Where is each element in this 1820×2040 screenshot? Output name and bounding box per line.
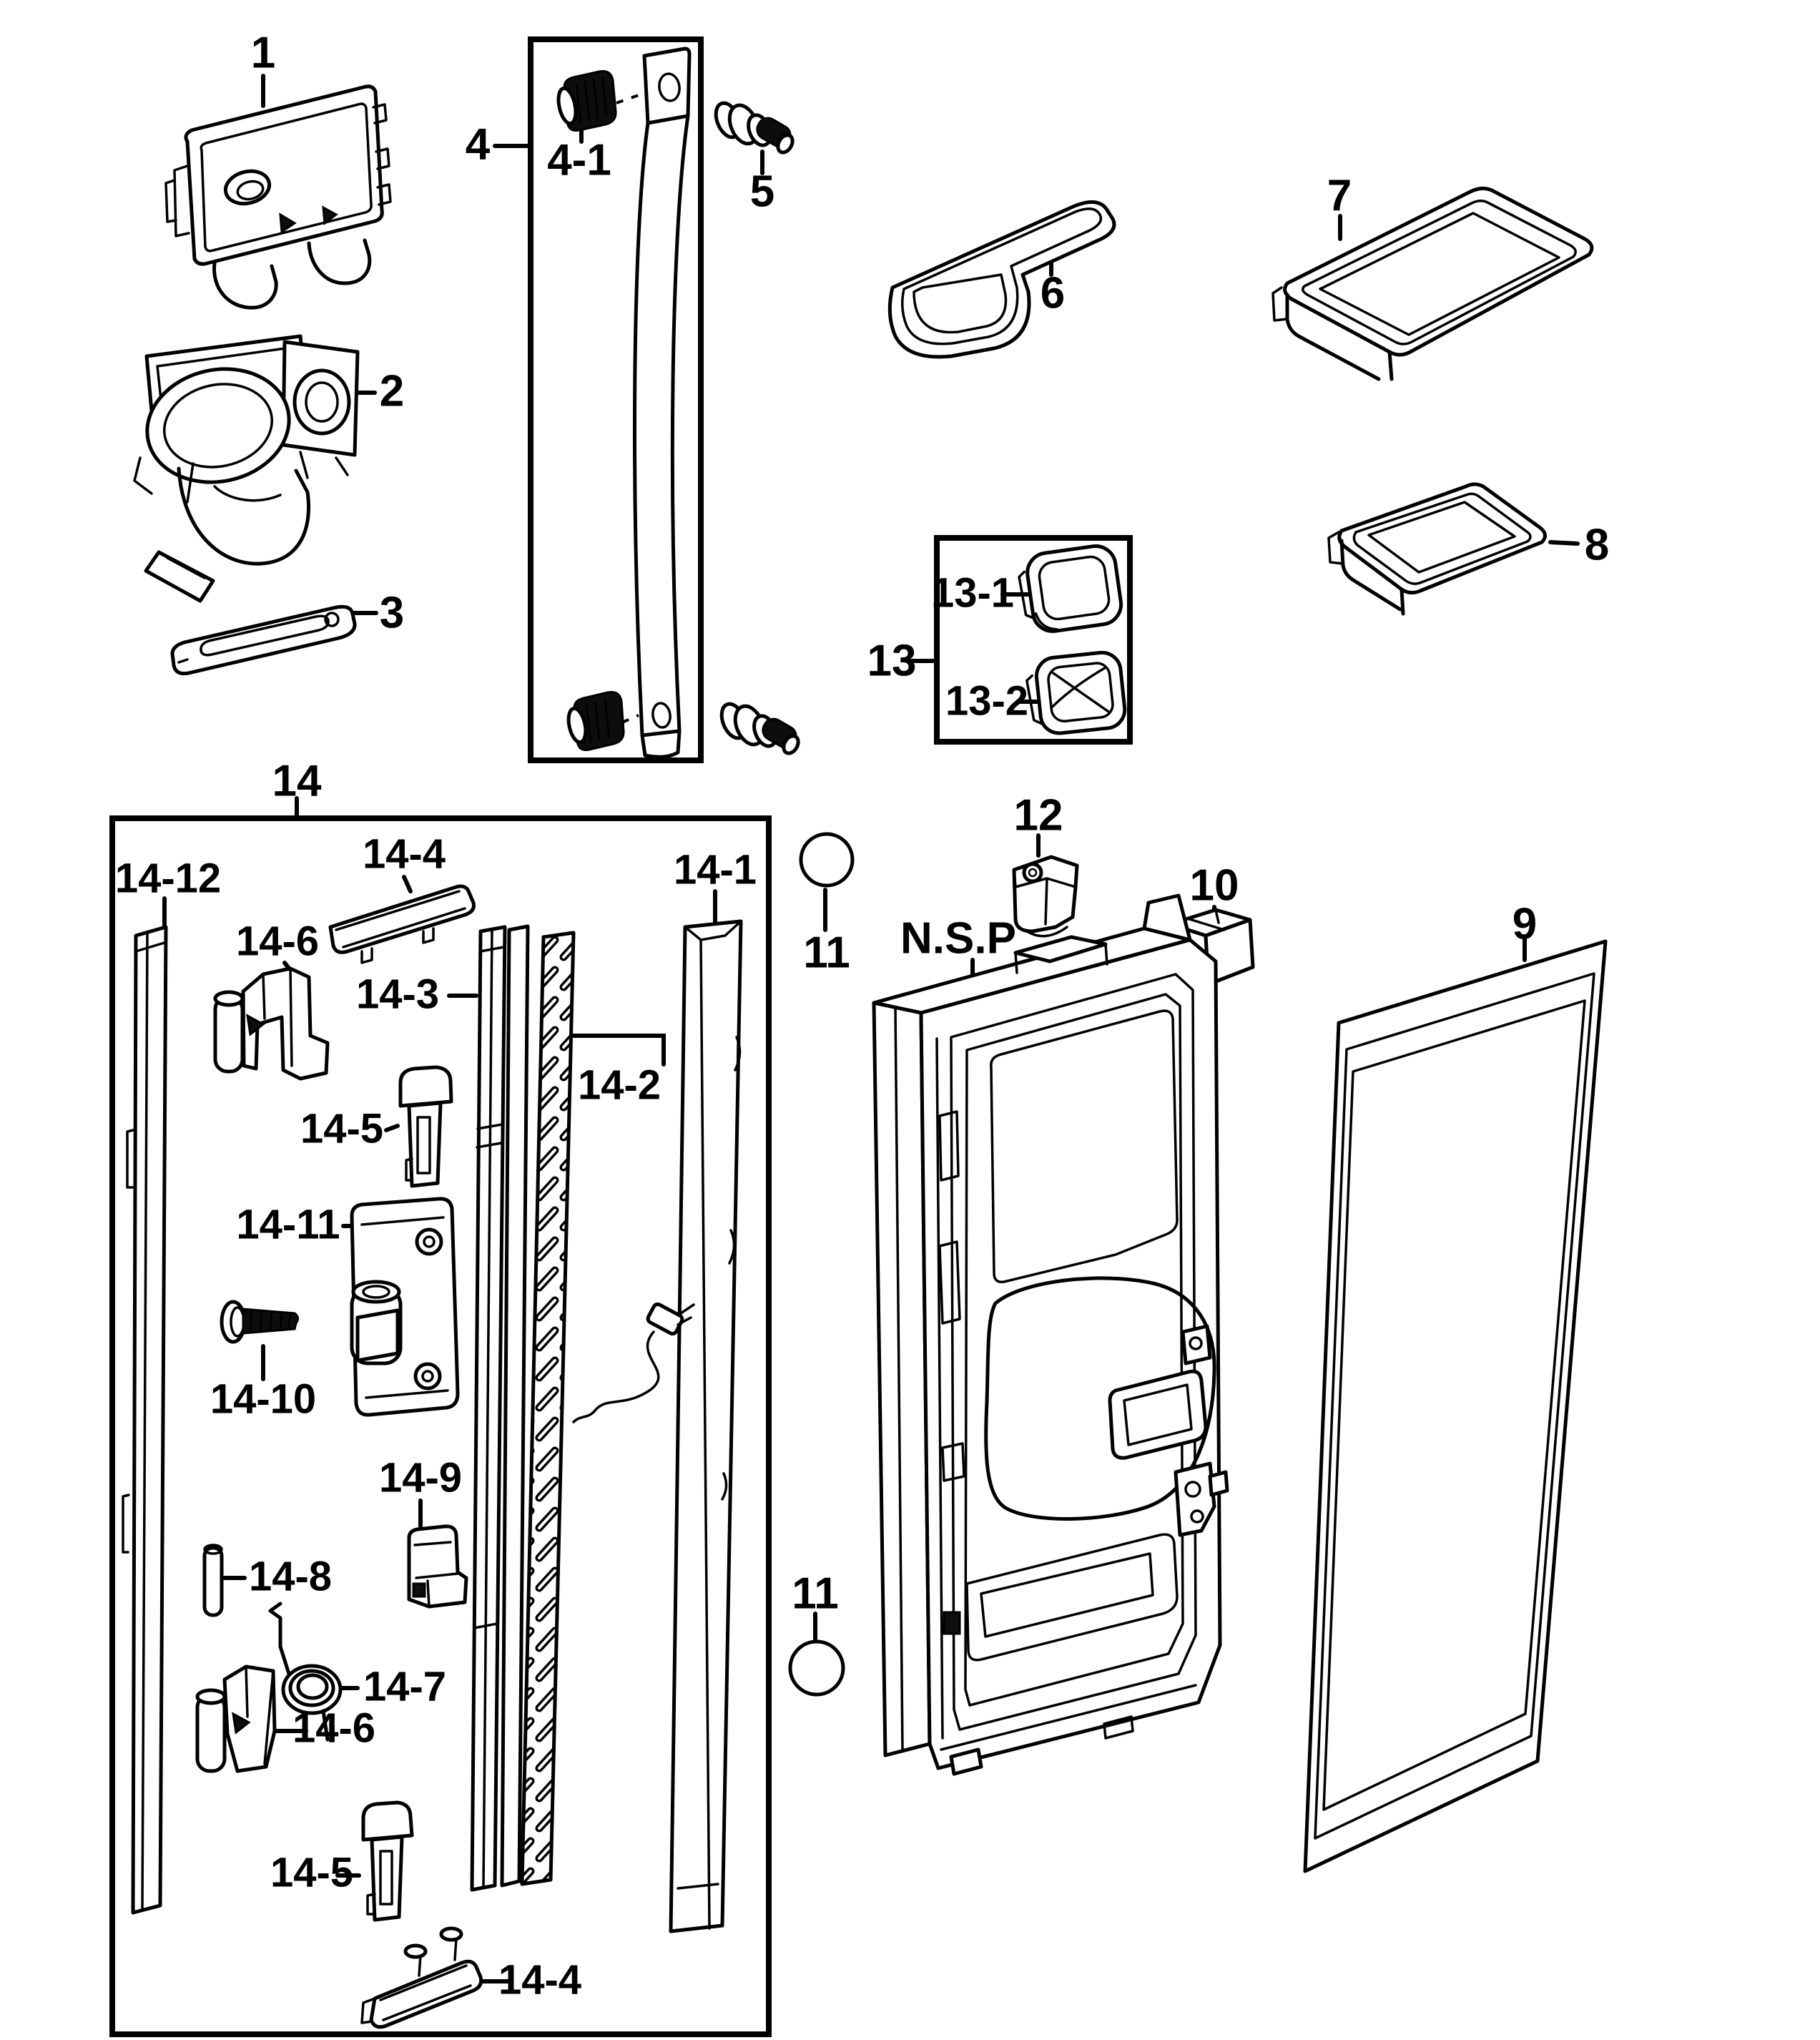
rail-14-1: [671, 921, 741, 1931]
label-14-5-bottom: 14-5: [270, 1849, 354, 1896]
label-14-4-top: 14-4: [362, 830, 446, 878]
pin-14-8: [205, 1545, 222, 1615]
label-14-12: 14-12: [114, 855, 222, 902]
label-13-2: 13-2: [945, 677, 1029, 725]
latch-14-5-top: [400, 1067, 451, 1186]
clip-14-6-bottom: [197, 1667, 275, 1771]
clip-14-9: [409, 1526, 466, 1607]
rail-14-12: [123, 927, 166, 1913]
label-14-5-top: 14-5: [300, 1105, 384, 1152]
handle-support-top: [556, 72, 616, 131]
label-14-9: 14-9: [378, 1454, 463, 1501]
label-14-1: 14-1: [673, 846, 757, 893]
label-14-2: 14-2: [577, 1061, 661, 1109]
label-10: 10: [1189, 860, 1239, 911]
label-11-bottom: 11: [792, 1569, 839, 1619]
screw-14-10: [222, 1302, 298, 1342]
bracket-14-4-bottom: [362, 1928, 481, 2027]
label-6: 6: [1040, 268, 1066, 318]
trim-strip-14-2: [522, 933, 574, 1884]
label-7: 7: [1327, 171, 1352, 221]
grommet-top: [801, 834, 852, 886]
label-9: 9: [1512, 899, 1538, 949]
door-guard-bin: [890, 202, 1114, 356]
ring-13-2: [1025, 651, 1126, 736]
dispenser-housing-part: [166, 87, 390, 308]
label-13-1: 13-1: [930, 569, 1015, 617]
label-5: 5: [749, 167, 775, 217]
handle-support-bottom: [566, 692, 624, 750]
rail-14-3: [472, 926, 528, 1890]
label-4: 4: [465, 119, 491, 170]
hinge-bracket-14-11: [352, 1199, 458, 1415]
label-14-10: 14-10: [210, 1375, 317, 1423]
label-1: 1: [250, 28, 276, 78]
door-gasket: [1305, 941, 1605, 1871]
handle-mount-stud-top: [712, 99, 796, 155]
label-14-3: 14-3: [355, 971, 440, 1018]
label-4-1: 4-1: [547, 135, 611, 185]
latch-14-5-bottom: [363, 1803, 412, 1920]
label-14-4-bottom: 14-4: [498, 1956, 582, 2004]
label-12: 12: [1013, 790, 1063, 840]
handle-mount-stud-bottom: [717, 700, 802, 756]
door-stopper-12: [1014, 857, 1077, 936]
door-wire-harness: [574, 1303, 694, 1422]
label-14-6-bottom: 14-6: [292, 1705, 376, 1752]
drip-tray-lever: [172, 607, 355, 673]
label-14-8: 14-8: [248, 1553, 333, 1600]
small-door-bin: [1329, 484, 1545, 614]
label-14-6-top: 14-6: [235, 918, 320, 965]
handle-top-cap: [644, 49, 689, 123]
ring-13-1: [1016, 544, 1123, 635]
grommet-bottom: [790, 1642, 843, 1695]
label-14-11: 14-11: [236, 1201, 340, 1248]
clip-14-6-top: [215, 968, 328, 1079]
dispenser-funnel-assembly: [134, 336, 358, 601]
label-8: 8: [1584, 520, 1610, 570]
label-nsp: N.S.P: [900, 913, 1016, 963]
label-14-7: 14-7: [363, 1663, 447, 1710]
fresh-food-door: [874, 896, 1227, 1774]
label-11-top: 11: [803, 928, 850, 978]
door-shell-group-box: [112, 818, 769, 2034]
label-14: 14: [272, 756, 322, 806]
large-door-bin: [1273, 188, 1592, 379]
bracket-14-4-top: [330, 886, 474, 963]
label-2: 2: [379, 366, 405, 416]
label-13: 13: [867, 636, 917, 686]
label-3: 3: [379, 588, 405, 638]
